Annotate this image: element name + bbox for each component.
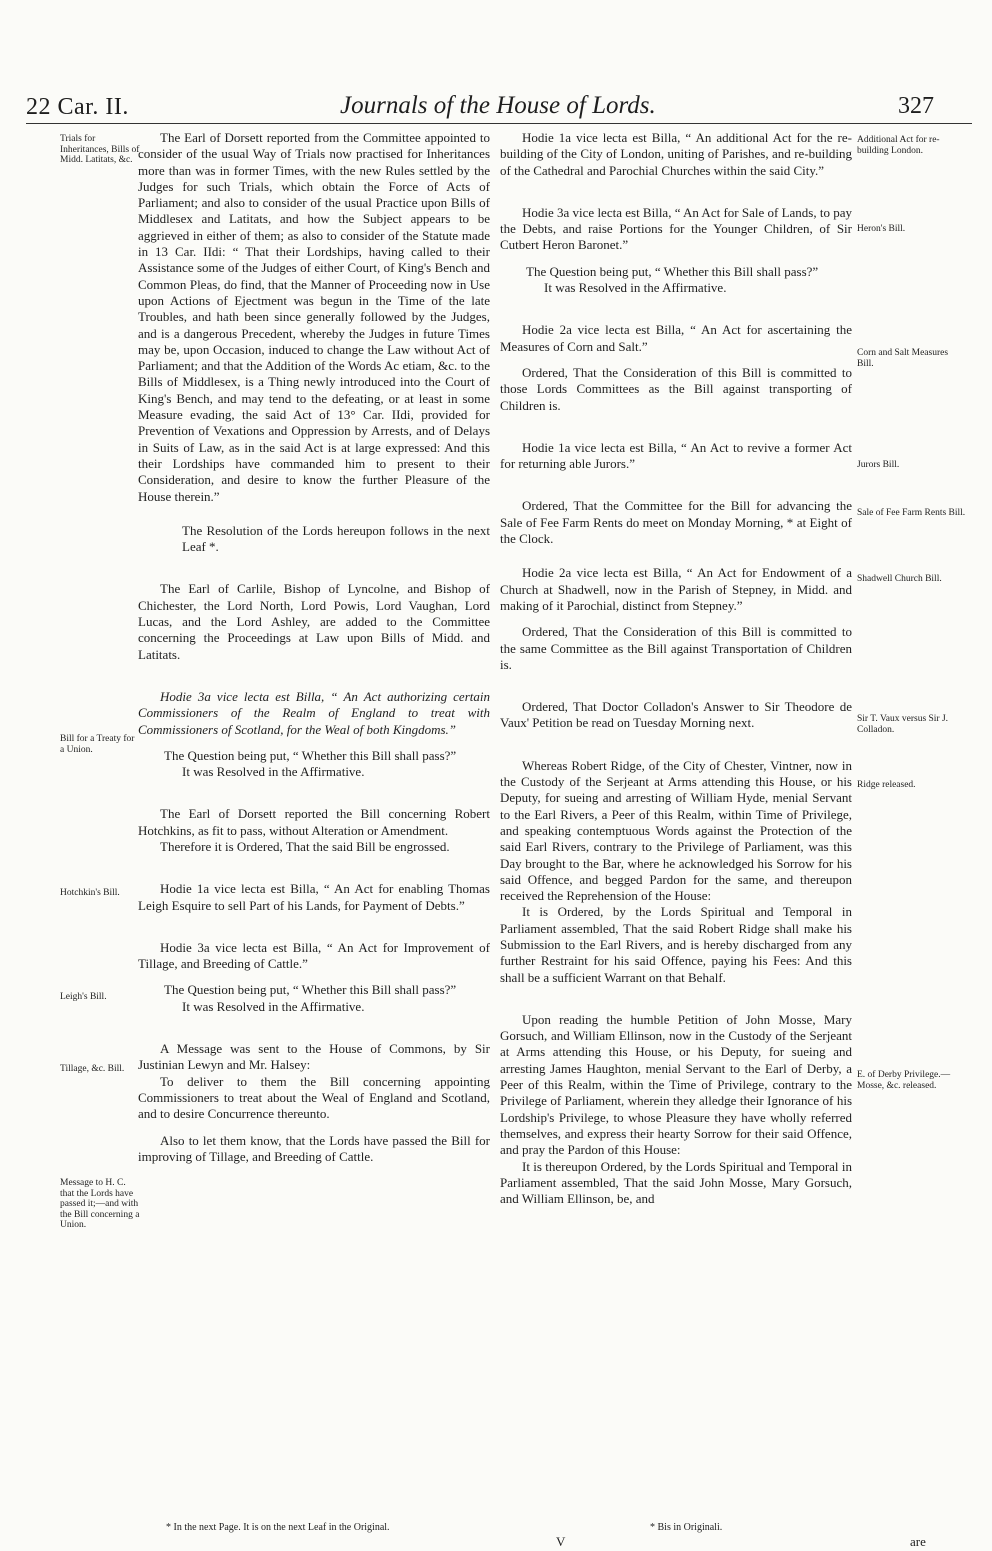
footnote-left: * In the next Page. It is on the next Leaf in the Original. bbox=[166, 1522, 390, 1533]
margin-note-right: Heron's Bill. bbox=[857, 224, 906, 234]
signature-mark: V bbox=[556, 1534, 566, 1549]
margin-note-right: Corn and Salt Measures Bill. bbox=[857, 348, 949, 369]
margin-note-right: Sir T. Vaux versus Sir J. Colladon. bbox=[857, 714, 949, 735]
margin-note-right: E. of Derby Privilege.—Mosse, &c. released. bbox=[857, 1070, 951, 1091]
paragraph: It was Resolved in the Affirmative. bbox=[182, 764, 365, 780]
paragraph: The Question being put, “ Whether this Bill shall pass?” bbox=[526, 263, 819, 279]
paragraph: To deliver to them the Bill concerning appointing Commissioners to treat about the Weal of England and Scotland, and to desire Concurrence thereunto. bbox=[138, 1073, 490, 1122]
paragraph: Hodie 3a vice lecta est Billa, “ An Act authorizing certain Commissioners of the Realm of England to treat with Commissioners of Scotland, for the Weal of both Kingdoms.” bbox=[138, 688, 490, 737]
paragraph: Hodie 3a vice lecta est Billa, “ An Act for Sale of Lands, to pay the Debts, and raise Portions for the Younger Children, of Sir Cutbert Heron Baronet.” bbox=[500, 204, 852, 253]
paragraph: It is Ordered, by the Lords Spiritual and Temporal in Parliament assembled, That the said Robert Ridge shall make his Submission to the Earl Rivers, and is hereby discharged from any further Restraint for his said Offence, paying his Fees: And this shall be a sufficient Warrant on that Behalf. bbox=[500, 904, 852, 985]
margin-note-left: Leigh's Bill. bbox=[60, 992, 107, 1002]
paragraph: Hodie 2a vice lecta est Billa, “ An Act for ascertaining the Measures of Corn and Salt.” bbox=[500, 322, 852, 354]
paragraph: The Earl of Dorsett reported the Bill concerning Robert Hotchkins, as fit to pass, without Alteration or Amendment. bbox=[138, 806, 490, 838]
paragraph: It is thereupon Ordered, by the Lords Spiritual and Temporal in Parliament assembled, That the said John Mosse, Mary Gorsuch, and William Ellinson, be, and bbox=[500, 1158, 852, 1207]
paragraph: The Question being put, “ Whether this Bill shall pass?” bbox=[164, 982, 457, 998]
margin-note-left: Bill for a Treaty for a Union. bbox=[60, 734, 135, 755]
paragraph: Ordered, That Doctor Colladon's Answer to Sir Theodore de Vaux' Petition be read on Tuesday Morning next. bbox=[500, 699, 852, 731]
margin-note-left: Tillage, &c. Bill. bbox=[60, 1064, 125, 1074]
paragraph: The Earl of Carlile, Bishop of Lyncolne, and Bishop of Chichester, the Lord North, Lord Powis, Lord Vaughan, Lord Lucas, and the Lord Ashley, are added to the Committee concerning the Proceedings at Law upon Bills of Midd. and Latitats. bbox=[138, 581, 490, 662]
paragraph: Ordered, That the Consideration of this Bill is committed to the same Committee as the Bill against Transportation of Children is. bbox=[500, 624, 852, 672]
margin-note-right: Additional Act for re-building London. bbox=[857, 135, 940, 156]
paragraph: Ordered, That the Consideration of this Bill is committed to those Lords Committees as the Bill against transporting of Children is. bbox=[500, 364, 852, 413]
paragraph: The Earl of Dorsett reported from the Committee appointed to consider of the usual Way of Trials now practised for Inheritances more than was in former Times, with the new Rules settled by the Judges for such Trials, which obtain the Force of Acts of Parliament; and also to consider of the usual Practice upon Bills of Middlesex and Latitats, and how the Subject appears to be aggrieved in either of them; as also to consider of the Statute made in 13 Car. IIdi: “ That their Lordships, having called to their Assistance some of the Judges of either Court, of King's Bench and Common Pleas, do find, that the Manner of Proceeding now in Use upon Actions of Ejectment was begun in the Time of the late Troubles, and hath been since generally followed by the Judges, and is a dangerous Precedent, whereby the Judges in future Times may be, upon Occasion, induced to change the Law without Act of Parliament; and that the Addition of the Words Ac etiam, &c. to the Bills of Middlesex, is a Thing newly introduced into the Court of King's Bench, and may tend to the defeating, or at least in some Measure evading, the said Act of 13° Car. IIdi, provided for Prevention of Vexations and Oppression by Arrests, and of Delays in Suits of Law, as in the said Act is at large expressed: And this their Lordships have commanded him to present to their Consideration, and desire to know the further Pleasure of the House therein.” bbox=[138, 130, 490, 504]
paragraph: The Resolution of the Lords hereupon follows in the next Leaf *. bbox=[182, 522, 490, 555]
margin-note-right: Jurors Bill. bbox=[857, 460, 900, 470]
margin-note-right: Sale of Fee Farm Rents Bill. bbox=[857, 508, 966, 518]
catchword: are bbox=[910, 1534, 926, 1549]
paragraph: Hodie 2a vice lecta est Billa, “ An Act for Endowment of a Church at Shadwell, now in the Parish of Stepney, in Midd. and making of it Parochial, distinct from Stepney.” bbox=[500, 565, 852, 613]
margin-note-left: Trials for Inheritances, Bills of Midd. Latitats, &c. bbox=[60, 134, 140, 165]
margin-note-right: Ridge released. bbox=[857, 780, 916, 790]
paragraph: Upon reading the humble Petition of John Mosse, Mary Gorsuch, and William Ellinson, now in the Custody of the Serjeant at Arms attending this House, or his Deputy, for sueing and arresting James Haughton, menial Servant to the Earl of Derby, a Peer of this Realm, within the Time of Privilege, contrary to the Privilege of Parliament, wherein they alledge their Ignorance of his Lordship's Privilege, to whose Pleasure they have wholly referred themselves, and express their hearty Sorrow for their said Offence, and pray the Pardon of this House: bbox=[500, 1011, 852, 1158]
reign-label: 22 Car. II. bbox=[26, 94, 129, 120]
paragraph: Whereas Robert Ridge, of the City of Chester, Vintner, now in the Custody of the Serjeant at Arms attending this House, or his Deputy, for sueing and arresting of William Hyde, menial Servant to the Earl Rivers, a Peer of this Realm, within Time of Privilege, and speaking contemptuous Words against the Protection of the said Earl Rivers, contrary to the Privilege of Parliament, was this Day brought to the Bar, where he acknowledged his Sorrow for his said Offence, and begged Pardon for the same, and thereupon received the Reprehension of the House: bbox=[500, 757, 852, 904]
paragraph: A Message was sent to the House of Commons, by Sir Justinian Lewyn and Mr. Halsey: bbox=[138, 1041, 490, 1073]
paragraph: Ordered, That the Committee for the Bill for advancing the Sale of Fee Farm Rents do meet on Monday Morning, * at Eight of the Clock. bbox=[500, 498, 852, 547]
paragraph: Hodie 1a vice lecta est Billa, “ An additional Act for the re-building of the City of London, uniting of Parishes, and re-building of the Cathedral and Parochial Churches within the said City.” bbox=[500, 130, 852, 178]
paragraph: Therefore it is Ordered, That the said Bill be engrossed. bbox=[160, 838, 450, 854]
paragraph: Hodie 1a vice lecta est Billa, “ An Act for enabling Thomas Leigh Esquire to sell Part of his Lands, for Payment of Debts.” bbox=[138, 881, 490, 913]
paragraph: It was Resolved in the Affirmative. bbox=[544, 280, 727, 296]
right-column bbox=[500, 130, 852, 1207]
paragraph: The Question being put, “ Whether this Bill shall pass?” bbox=[164, 747, 457, 763]
margin-note-right: Shadwell Church Bill. bbox=[857, 574, 942, 584]
paragraph: Hodie 3a vice lecta est Billa, “ An Act for Improvement of Tillage, and Breeding of Cattle.” bbox=[138, 939, 490, 972]
journal-title: Journals of the House of Lords. bbox=[340, 92, 656, 119]
header-rule bbox=[26, 123, 972, 124]
margin-note-left: Hotchkin's Bill. bbox=[60, 888, 120, 898]
left-column bbox=[138, 130, 490, 1165]
page-header bbox=[0, 0, 992, 125]
paragraph: It was Resolved in the Affirmative. bbox=[182, 998, 365, 1014]
paragraph: Also to let them know, that the Lords have passed the Bill for improving of Tillage, and Breeding of Cattle. bbox=[138, 1132, 490, 1164]
paragraph: Hodie 1a vice lecta est Billa, “ An Act to revive a former Act for returning able Jurors.” bbox=[500, 439, 852, 472]
page-number: 327 bbox=[898, 93, 934, 119]
footnote-right: * Bis in Originali. bbox=[650, 1522, 723, 1533]
margin-note-left: Message to H. C. that the Lords have passed it;—and with the Bill concerning a Union. bbox=[60, 1178, 140, 1230]
